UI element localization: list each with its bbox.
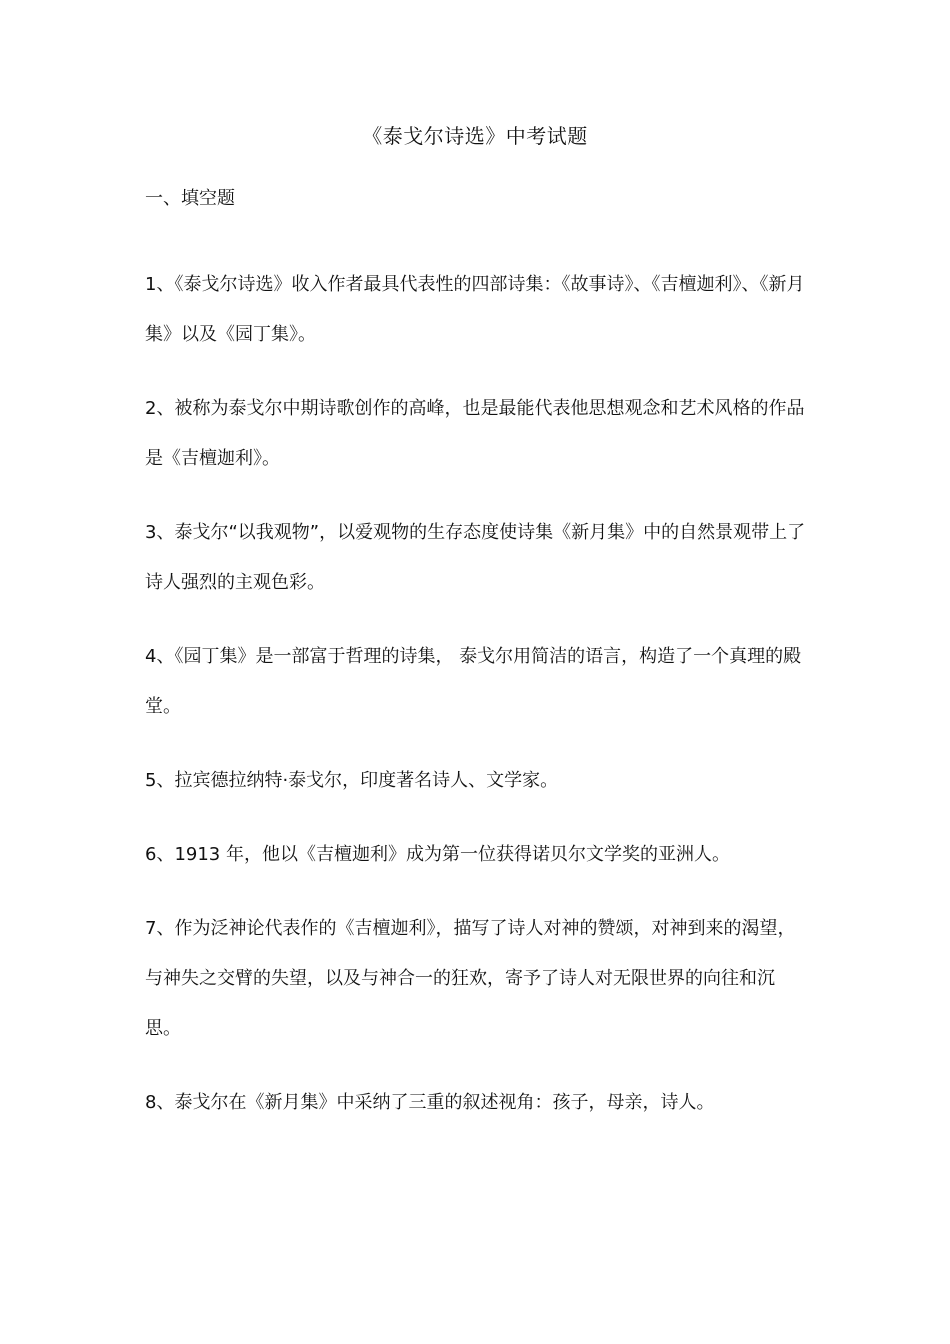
question-item: 5、拉宾德拉纳特·泰戈尔，印度著名诗人、文学家。 xyxy=(145,770,559,791)
section-heading: 一、填空题 xyxy=(145,188,235,209)
question-item: 4、《园丁集》是一部富于哲理的诗集， 泰戈尔用简洁的语言，构造了一个真理的殿堂。 xyxy=(145,646,802,717)
document-title: 《泰戈尔诗选》中考试题 xyxy=(362,124,588,148)
question-item: 2、被称为泰戈尔中期诗歌创作的高峰，也是最能代表他思想观念和艺术风格的作品是《吉檀迦利》。 xyxy=(145,398,805,469)
question-list xyxy=(145,260,810,1152)
question-item: 3、泰戈尔“以我观物”，以爱观物的生存态度使诗集《新月集》中的自然景观带上了诗人强烈的主观色彩。 xyxy=(145,522,806,593)
question-item: 6、1913 年，他以《吉檀迦利》成为第一位获得诺贝尔文学奖的亚洲人。 xyxy=(145,844,730,865)
question-item: 1、《泰戈尔诗选》收入作者最具代表性的四部诗集：《故事诗》、《吉檀迦利》、《新月集》以及《园丁集》。 xyxy=(145,274,805,345)
question-item: 8、泰戈尔在《新月集》中采纳了三重的叙述视角：孩子，母亲，诗人。 xyxy=(145,1092,715,1113)
question-item: 7、作为泛神论代表作的《吉檀迦利》，描写了诗人对神的赞颂，对神到来的渴望，与神失之交臂的失望，以及与神合一的狂欢，寄予了诗人对无限世界的向往和沉思。 xyxy=(145,918,796,1039)
